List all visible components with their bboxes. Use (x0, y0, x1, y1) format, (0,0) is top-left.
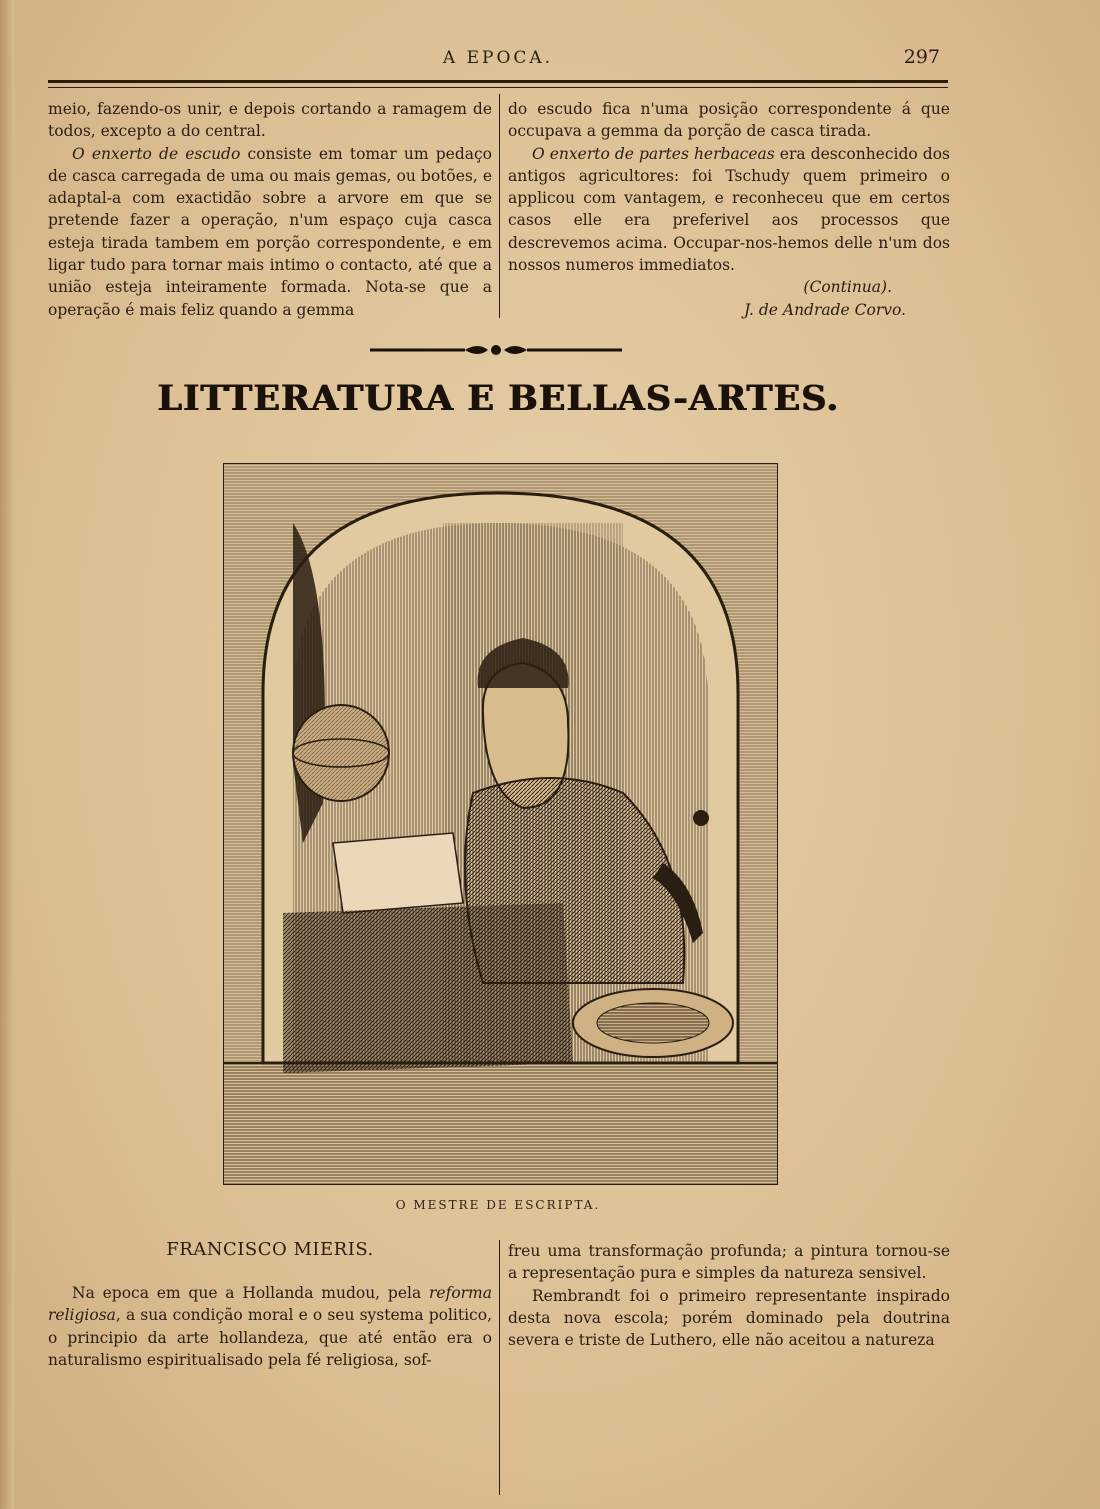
article-left-column (48, 1282, 492, 1371)
paragraph: Rembrandt foi o primeiro representante inspirado desta nova escola; porém dominado pela doutrina severa e triste de Luthero, elle não aceitou a natureza (508, 1286, 950, 1350)
top-left-column (48, 98, 492, 321)
continua-note: (Continua). (803, 278, 892, 297)
paragraph-text: consiste em tomar um pedaço de casca carregada de uma ou mais gemas, ou botões, e adaptal-a com exactidão sobre a arvore em que se pretende fazer a operação, n'um espaço cuja casca esteja tirada tambem em porção correspondente, e em ligar tudo para tornar mais intimo o contacto, até que a união esteja inteiramente formada. Nota-se que a operação é mais feliz quando a gemma (48, 144, 492, 319)
paragraph-text: era desconhecido dos antigos agricultores: foi Tschudy quem primeiro o applicou com vantagem, e reconheceu que em certos casos elle era preferivel aos processos que descrevemos acima. Occupar-nos-hemos delle n'um dos nossos numeros immediatos. (508, 144, 950, 275)
top-right-column (508, 98, 950, 321)
paragraph: meio, fazendo-os unir, e depois cortando a ramagem de todos, excepto a do central. (48, 100, 492, 141)
paragraph (508, 143, 950, 277)
article-title: FRANCISCO MIERIS. (166, 1239, 374, 1260)
publication-title: A EPOCA. (442, 48, 554, 68)
article-right-column (508, 1240, 950, 1351)
header-rule (48, 80, 948, 88)
paragraph (48, 1282, 492, 1371)
paragraph (48, 143, 492, 321)
paragraph: do escudo fica n'uma posição correspondente á que occupava a gemma da porção de casca tirada. (508, 100, 950, 141)
paragraph-text: , a sua condição moral e o seu systema politico, o principio da arte hollandeza, que até então era o naturalismo espiritualisado pela fé religiosa, sof- (48, 1306, 492, 1369)
author-signature: J. de Andrade Corvo. (743, 300, 906, 319)
engraving-illustration (223, 463, 778, 1185)
paragraph: freu uma transformação profunda; a pintura tornou-se a representação pura e simples da natureza sensivel. (508, 1242, 950, 1283)
column-divider (499, 1240, 500, 1495)
italic-term: O enxerto de escudo (72, 144, 241, 163)
column-divider (499, 94, 500, 318)
section-title: LITTERATURA E BELLAS-ARTES. (157, 378, 839, 419)
italic-term: reforma religiosa (48, 1284, 492, 1325)
paragraph-text: Na epoca em que a Hollanda mudou, pela (72, 1284, 429, 1302)
page-number: 297 (903, 46, 940, 68)
ornamental-rule (370, 340, 622, 360)
page-edge (0, 0, 14, 1509)
engraving-caption: O MESTRE DE ESCRIPTA. (395, 1198, 601, 1212)
italic-term: O enxerto de partes herbaceas (532, 144, 775, 163)
running-header (48, 48, 948, 70)
